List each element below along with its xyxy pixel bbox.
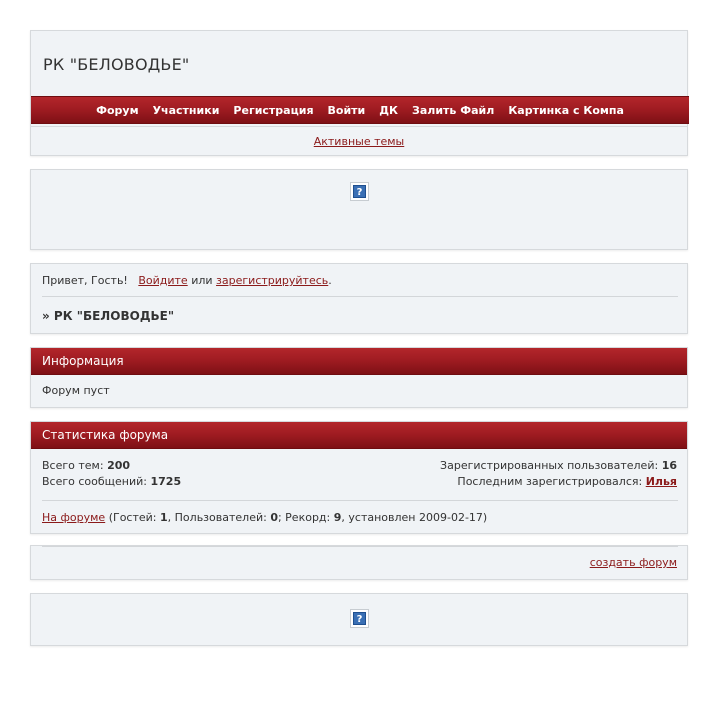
members-label: , Пользователей: bbox=[167, 511, 267, 524]
last-user-link[interactable]: Илья bbox=[645, 475, 677, 488]
stats-panel bbox=[30, 421, 688, 534]
subnav bbox=[31, 126, 687, 157]
forum-header bbox=[30, 30, 688, 156]
members-value: 0 bbox=[270, 511, 278, 524]
period-text: . bbox=[328, 274, 332, 287]
guests-label: (Гостей: bbox=[108, 511, 157, 524]
nav-upload-file[interactable]: Залить Файл bbox=[412, 103, 495, 117]
divider bbox=[42, 296, 678, 297]
topics-count bbox=[42, 459, 130, 472]
question-icon-glyph: ? bbox=[353, 612, 366, 625]
users-value: 16 bbox=[661, 459, 677, 472]
record-value: 9 bbox=[333, 511, 342, 524]
topics-value: 200 bbox=[107, 459, 131, 472]
active-topics-link[interactable]: Активные темы bbox=[313, 135, 405, 148]
footer-panel bbox=[30, 545, 688, 580]
main-navbar bbox=[31, 96, 689, 124]
breadcrumb: » РК "БЕЛОВОДЬЕ" bbox=[42, 309, 175, 323]
question-icon[interactable] bbox=[350, 609, 369, 628]
users-count bbox=[440, 459, 677, 472]
last-registered bbox=[457, 475, 677, 488]
register-link[interactable]: зарегистрируйтесь bbox=[216, 274, 329, 287]
site-title: РК "БЕЛОВОДЬЕ" bbox=[43, 55, 190, 74]
greeting-text: Привет, Гость! bbox=[42, 274, 128, 287]
info-title: Информация bbox=[31, 348, 687, 375]
topics-label: Всего тем: bbox=[42, 459, 104, 472]
info-panel bbox=[30, 347, 688, 408]
welcome-panel bbox=[30, 263, 688, 334]
posts-label: Всего сообщений: bbox=[42, 475, 147, 488]
stats-title: Статистика форума bbox=[31, 422, 687, 449]
or-text: или bbox=[191, 274, 213, 287]
divider bbox=[42, 546, 678, 547]
online-line bbox=[42, 511, 487, 524]
nav-dk[interactable]: ДК bbox=[379, 103, 399, 117]
question-icon[interactable] bbox=[350, 182, 369, 201]
posts-value: 1725 bbox=[150, 475, 182, 488]
info-text: Форум пуст bbox=[42, 384, 110, 397]
online-link[interactable]: На форуме bbox=[42, 511, 106, 524]
record-date: , установлен 2009-02-17) bbox=[341, 511, 488, 524]
record-label: ; Рекорд: bbox=[277, 511, 331, 524]
greeting-line bbox=[42, 274, 332, 287]
nav-upload-image[interactable]: Картинка с Компа bbox=[508, 103, 624, 117]
nav-register[interactable]: Регистрация bbox=[233, 103, 314, 117]
create-forum-link[interactable]: создать форум bbox=[589, 556, 677, 569]
last-label: Последним зарегистрировался: bbox=[457, 475, 643, 488]
login-link[interactable]: Войдите bbox=[138, 274, 188, 287]
divider bbox=[42, 500, 678, 501]
posts-count bbox=[42, 475, 181, 488]
nav-forum[interactable]: Форум bbox=[96, 103, 139, 117]
banner-bottom bbox=[30, 593, 688, 646]
nav-members[interactable]: Участники bbox=[152, 103, 220, 117]
guests-value: 1 bbox=[160, 511, 168, 524]
nav-login[interactable]: Войти bbox=[327, 103, 366, 117]
banner-top bbox=[30, 169, 688, 250]
question-icon-glyph: ? bbox=[353, 185, 366, 198]
users-label: Зарегистрированных пользователей: bbox=[440, 459, 659, 472]
